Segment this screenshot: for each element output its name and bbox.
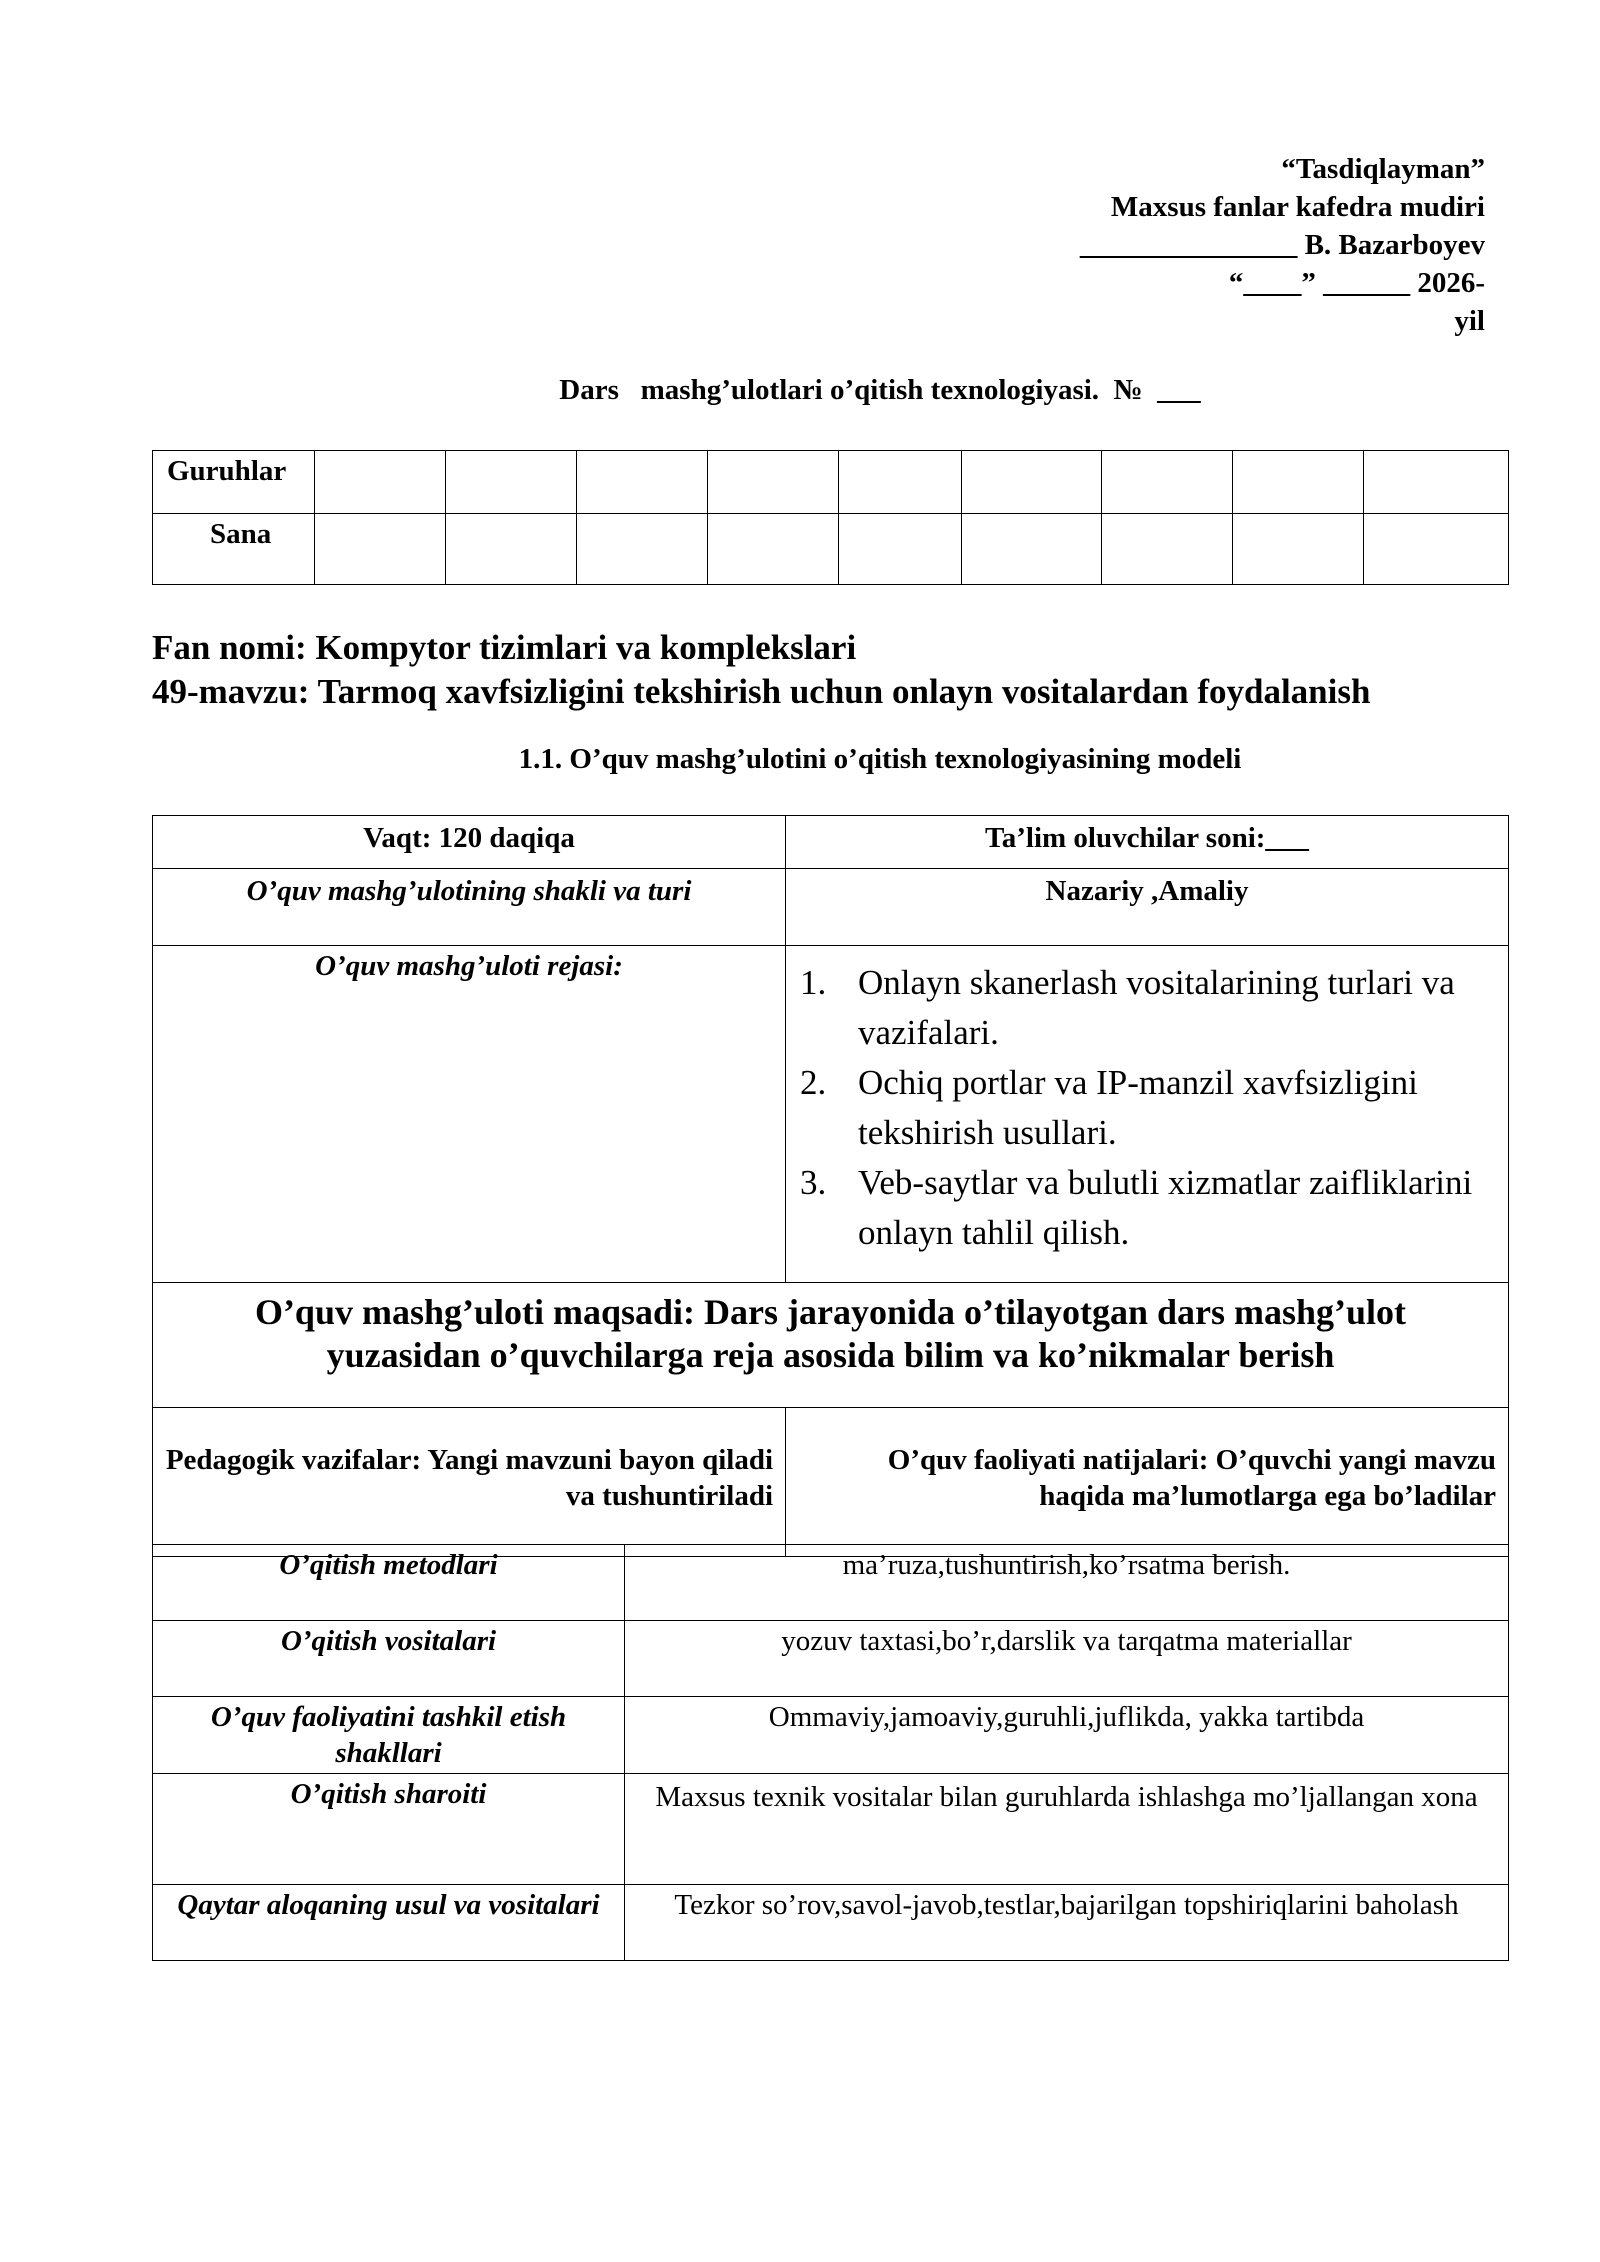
groups-label: Guruhlar [153,451,315,514]
organization-row [153,1697,1509,1774]
time-row [153,816,1509,869]
feedback-label: Qaytar aloqaning usul va vositalari [153,1885,625,1961]
plan-item-text: Veb-saytlar va bulutli xizmatlar zaifliklarini onlayn tahlil qilish. [858,1163,1473,1252]
plan-cell [786,946,1509,1283]
methods-table [152,1544,1509,1961]
date-cell [839,514,962,585]
form-value: Nazariy ,Amaliy [786,869,1509,946]
document-heading: Dars mashg’ulotlari o’qitish texnologiyasi. № ___ [559,374,1201,406]
date-cell [1233,514,1364,585]
plan-row [153,946,1509,1283]
methods-value: ma’ruza,tushuntirish,ko’rsatma berish. [625,1545,1509,1621]
form-row [153,869,1509,946]
plan-item-number: 2. [800,1063,827,1102]
plan-item [800,1058,1478,1158]
groups-cell [708,451,839,514]
plan-item-text: Ochiq portlar va IP-manzil xavfsizligini tekshirish usullari. [858,1063,1418,1152]
form-label: O’quv mashg’ulotining shakli va turi [153,869,786,946]
groups-cell [962,451,1102,514]
organization-label: O’quv faoliyatini tashkil etish shakllari [153,1697,625,1774]
date-cell [446,514,577,585]
approval-title: “Tasdiqlayman” [1281,153,1485,185]
goal-row [153,1283,1509,1408]
date-cell [1364,514,1509,585]
plan-item-number: 3. [800,1163,827,1202]
date-cell [1102,514,1233,585]
groups-table [152,450,1509,585]
plan-label: O’quv mashg’uloti rejasi: [153,946,786,1283]
groups-cell [1233,451,1364,514]
methods-row [153,1545,1509,1621]
groups-cell [1102,451,1233,514]
goal-cell [153,1283,1509,1408]
groups-cell [1364,451,1509,514]
feedback-row [153,1885,1509,1961]
approval-position: Maxsus fanlar kafedra mudiri [1110,191,1485,223]
approval-block [965,150,1485,340]
approval-year: yil [1454,305,1485,337]
groups-row [153,451,1509,514]
students-count-cell: Ta’lim oluvchilar soni:___ [786,816,1509,869]
groups-cell [577,451,708,514]
date-cell [315,514,446,585]
groups-cell [446,451,577,514]
conditions-label: O’qitish sharoiti [153,1774,625,1885]
tools-label: O’qitish vositalari [153,1621,625,1697]
plan-item-number: 1. [800,963,827,1002]
plan-item [800,958,1478,1058]
approval-date: “____” ______ 2026- [1228,267,1485,299]
subject-name: Fan nomi: Kompytor tizimlari va komplekslari [152,628,857,667]
goal-text: O’quv mashg’uloti maqsadi: Dars jarayonida o’tilayotgan dars mashg’ulot yuzasidan o’quvchilarga reja asosida bilim va ko’nikmalar berish [254,1292,1407,1375]
tools-value: yozuv taxtasi,bo’r,darslik va tarqatma materiallar [625,1621,1509,1697]
date-cell [708,514,839,585]
conditions-row [153,1774,1509,1885]
model-heading: 1.1. O’quv mashg’ulotini o’qitish texnologiyasining modeli [518,743,1242,775]
plan-item [800,1158,1478,1258]
subject-block [152,626,1552,714]
tools-row [153,1621,1509,1697]
learning-outcomes: O’quv faoliyati natijalari: O’quvchi yangi mavzu haqida ma’lumotlarga ega bo’ladilar [786,1408,1509,1557]
organization-value: Ommaviy,jamoaviy,guruhli,juflikda, yakka tartibda [625,1697,1509,1774]
approval-signature: _______________ B. Bazarboyev [1079,229,1485,261]
date-cell [577,514,708,585]
date-label: Sana [153,514,315,585]
pedagogical-tasks: Pedagogik vazifalar: Yangi mavzuni bayon qiladi va tushuntiriladi [153,1408,786,1557]
feedback-value: Tezkor so’rov,savol-javob,testlar,bajarilgan topshiriqlarini baholash [625,1885,1509,1961]
plan-list [786,946,1508,1282]
groups-cell [839,451,962,514]
date-row [153,514,1509,585]
date-cell [962,514,1102,585]
time-cell: Vaqt: 120 daqiqa [153,816,786,869]
methods-label: O’qitish metodlari [153,1545,625,1621]
tasks-row [153,1408,1509,1557]
groups-cell [315,451,446,514]
model-table [152,815,1509,1557]
plan-item-text: Onlayn skanerlash vositalarining turlari va vazifalari. [858,963,1455,1052]
conditions-value: Maxsus texnik vositalar bilan guruhlarda ishlashga mo’ljallangan xona [625,1774,1509,1885]
topic-name: 49-mavzu: Tarmoq xavfsizligini tekshirish uchun onlayn vositalardan foydalanish [152,672,1371,711]
